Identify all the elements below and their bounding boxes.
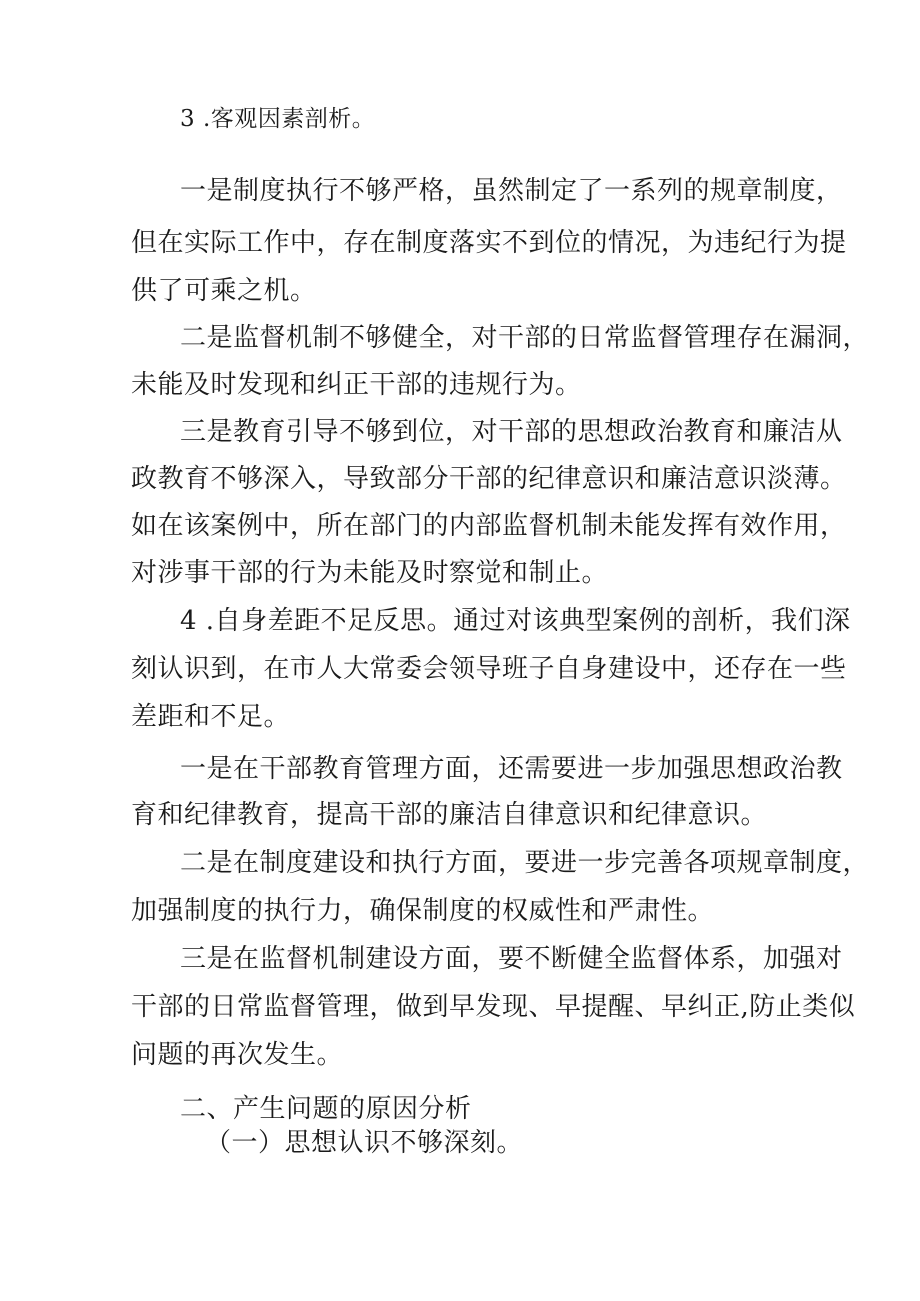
subsection-heading: （一）思想认识不够深刻。 (205, 1128, 524, 1158)
paragraph-line: 一是在干部教育管理方面，还需要进一步加强思想政治教 (180, 754, 843, 784)
paragraph-line: 二是在制度建设和执行方面，要进一步完善各项规章制度， (180, 848, 870, 878)
paragraph-line: 育和纪律教育，提高干部的廉洁自律意识和纪律意识。 (131, 800, 768, 830)
paragraph-line: 如在该案例中，所在部门的内部监督机制未能发挥有效作用， (131, 511, 847, 541)
paragraph-line: 问题的再次发生。 (131, 1040, 344, 1070)
section-heading: 二、产生问题的原因分析 (180, 1094, 472, 1124)
paragraph-line: 但在实际工作中，存在制度落实不到位的情况，为违纪行为提 (131, 228, 847, 258)
paragraph-line: 供了可乘之机。 (131, 276, 317, 306)
paragraph-line: 对涉事干部的行为未能及时察觉和制止。 (131, 558, 609, 588)
paragraph-line: 刻认识到，在市人大常委会领导班子自身建设中，还存在一些 (131, 654, 847, 684)
section-heading-3: 3 .客观因素剖析。 (180, 106, 376, 132)
paragraph-line: 加强制度的执行力，确保制度的权威性和严肃性。 (131, 896, 715, 926)
paragraph-line: 未能及时发现和纠正干部的违规行为。 (131, 370, 582, 400)
paragraph-line: 三是在监督机制建设方面，要不断健全监督体系，加强对 (180, 944, 843, 974)
paragraph-line: 政教育不够深入，导致部分干部的纪律意识和廉洁意识淡薄。 (131, 464, 847, 494)
paragraph-line: 三是教育引导不够到位，对干部的思想政治教育和廉洁从 (180, 417, 843, 447)
paragraph-line: 干部的日常监督管理，做到早发现、早提醒、早纠正,防止类似 (131, 992, 856, 1022)
paragraph-line: 二是监督机制不够健全，对干部的日常监督管理存在漏洞， (180, 323, 870, 353)
paragraph-line: 一是制度执行不够严格，虽然制定了一系列的规章制度， (180, 176, 843, 206)
section-heading-4: 4 .自身差距不足反思。通过对该典型案例的剖析，我们深 (180, 606, 851, 636)
paragraph-line: 差距和不足。 (131, 702, 291, 732)
